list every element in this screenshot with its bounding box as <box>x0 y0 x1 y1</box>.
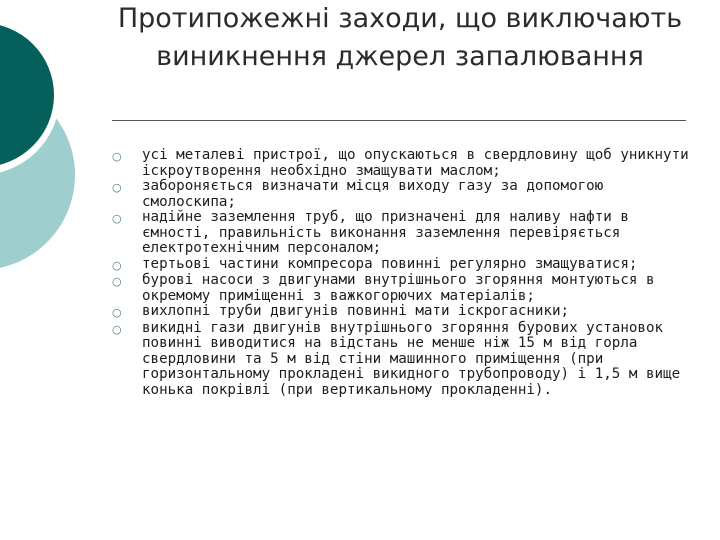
bullet-circle-icon: ○ <box>112 212 122 225</box>
bullet-text: вихлопні труби двигунів повинні мати іскрогасники; <box>142 303 570 319</box>
bullet-circle-icon: ○ <box>112 275 122 288</box>
list-item <box>112 210 692 257</box>
bullet-circle-icon: ○ <box>112 150 122 163</box>
list-item <box>112 257 692 274</box>
list-item <box>112 179 692 210</box>
bullet-circle-icon: ○ <box>112 322 122 336</box>
bullet-text: забороняється визначати місця виходу газу за допомогою смолоскипа; <box>142 178 604 210</box>
list-item <box>112 321 692 399</box>
slide-title: Протипожежні заходи, що виключають виникнення джерел запалювання <box>117 3 683 72</box>
bullet-circle-icon: ○ <box>112 306 122 319</box>
list-item <box>112 304 692 321</box>
bullet-text: тертьові частини компресора повинні регулярно змащуватися; <box>142 255 638 272</box>
bullet-text: надійне заземлення труб, що призначені для наливу нафти в ємності, правильність виконання заземлення перевіряється електротехнічним персоналом; <box>142 209 629 256</box>
list-item <box>112 273 692 304</box>
bullet-circle-icon: ○ <box>112 258 122 272</box>
bullet-circle-icon: ○ <box>112 181 122 194</box>
list-item <box>112 148 692 179</box>
title-divider <box>112 120 686 121</box>
bullet-text: усі металеві пристрої, що опускаються в свердловину щоб уникнути іскроутворення необхідно змащувати маслом; <box>142 147 689 179</box>
bullet-list <box>112 148 692 398</box>
bullet-text: викидні гази двигунів внутрішнього згоряння бурових установок повинні виводитися на відстань не менше ніж 15 м від горла свердловини та 5 м від стіни машинного приміщення (при горизонтальному прокладені викидного трубопроводу) і 1,5 м вище конька покрівлі (при вертикальному прокладенні). <box>142 319 681 398</box>
decorative-circles <box>0 0 120 300</box>
bullet-text: бурові насоси з двигунами внутрішнього згоряння монтуються в окремому приміщенні з важкогорючих матеріалів; <box>142 272 655 304</box>
